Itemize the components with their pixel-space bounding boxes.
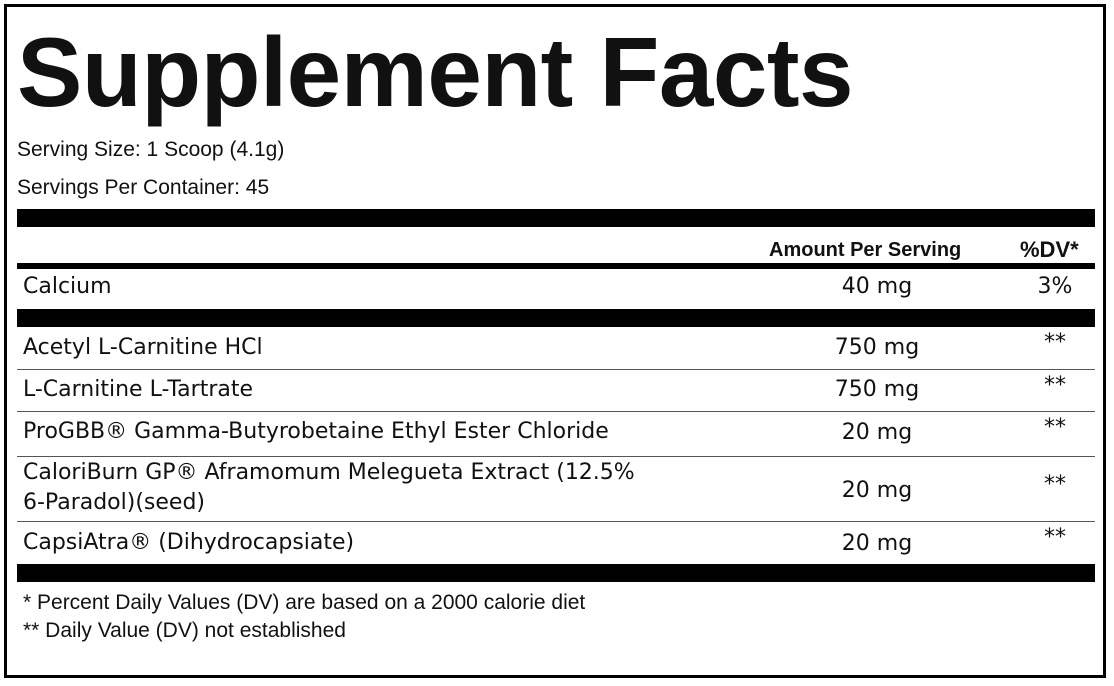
- ingredient-amount: 750 mg: [834, 377, 920, 402]
- ingredient-dv: **: [1044, 525, 1066, 550]
- amount-per-serving-header: Amount Per Serving: [769, 239, 962, 261]
- divider-bar-middle: [17, 309, 1095, 327]
- ingredient-name-continued: 6-Paradol)(seed): [23, 490, 206, 515]
- table-row: [17, 412, 1095, 457]
- ingredient-name: CaloriBurn GP® Aframomum Melegueta Extract (12.5%: [23, 460, 635, 485]
- serving-size: Serving Size: 1 Scoop (4.1g): [17, 138, 285, 161]
- ingredient-dv: **: [1044, 330, 1066, 355]
- ingredient-amount: 20 mg: [841, 478, 913, 503]
- table-row: [17, 457, 1095, 522]
- table-row: [17, 327, 1095, 370]
- servings-per-container: Servings Per Container: 45: [17, 176, 270, 199]
- divider-bar-top: [17, 209, 1095, 227]
- ingredient-dv: 3%: [1037, 274, 1073, 299]
- ingredient-dv: **: [1044, 373, 1066, 398]
- ingredient-name: Acetyl L-Carnitine HCl: [23, 335, 263, 360]
- ingredient-name: ProGBB® Gamma-Butyrobetaine Ethyl Ester Chloride: [23, 419, 609, 444]
- ingredient-amount: 20 mg: [841, 531, 913, 556]
- ingredient-name: CapsiAtra® (Dihydrocapsiate): [23, 530, 355, 555]
- footnote-dv-basis: * Percent Daily Values (DV) are based on a 2000 calorie diet: [23, 591, 586, 614]
- table-row-calcium: [17, 269, 1095, 309]
- table-row: [17, 370, 1095, 412]
- supplement-facts-panel: [4, 4, 1106, 678]
- ingredient-dv: **: [1044, 415, 1066, 440]
- ingredient-dv: **: [1044, 472, 1066, 497]
- table-header: [17, 227, 1095, 269]
- page-title: Supplement Facts: [17, 17, 854, 127]
- ingredient-name: Calcium: [23, 274, 112, 299]
- ingredient-name: L-Carnitine L-Tartrate: [23, 377, 254, 402]
- footnote-dv-not-established: ** Daily Value (DV) not established: [23, 619, 346, 642]
- daily-value-header: %DV*: [1020, 237, 1079, 262]
- divider-bar-bottom: [17, 564, 1095, 582]
- ingredient-amount: 40 mg: [841, 274, 913, 299]
- ingredient-amount: 750 mg: [834, 335, 920, 360]
- table-row: [17, 522, 1095, 564]
- ingredient-amount: 20 mg: [841, 420, 913, 445]
